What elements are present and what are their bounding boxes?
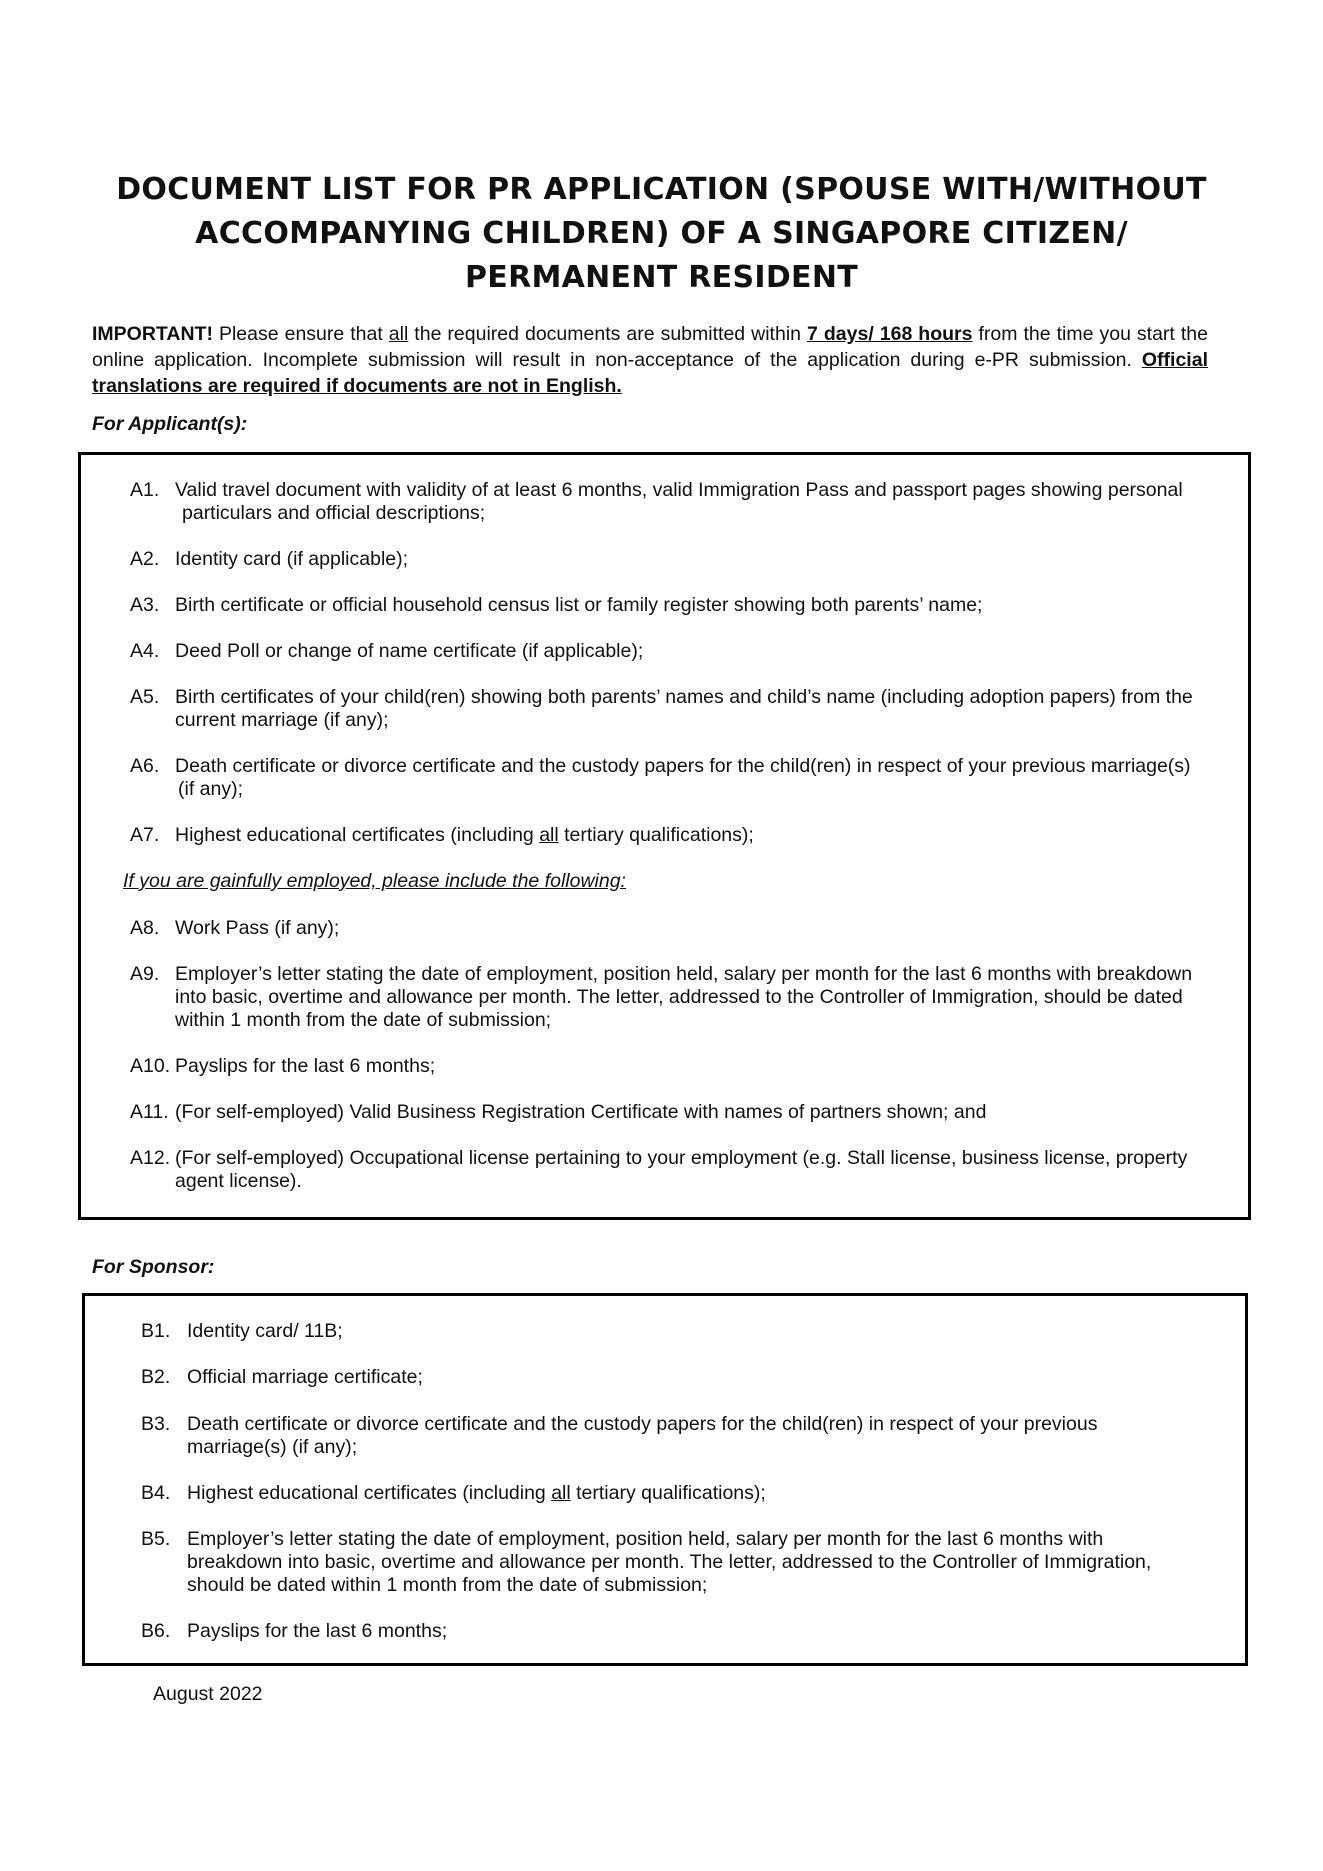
- sponsor-documents-box: [82, 1293, 1248, 1666]
- item-text: [187, 1482, 1217, 1505]
- item-text: [175, 1147, 1225, 1193]
- item-text-line-2: breakdown into basic, overtime and allowance per month. The letter, addressed to the Controller of Immigration,: [187, 1551, 1152, 1573]
- item-text: [175, 686, 1225, 732]
- item-text-post: tertiary qualifications);: [570, 1482, 766, 1504]
- item-text-line-1: Birth certificates of your child(ren) showing both parents’ names and child’s name (including adoption papers) from the: [175, 686, 1193, 708]
- title-line-2: ACCOMPANYING CHILDREN) OF A SINGAPORE CITIZEN/: [195, 216, 1128, 251]
- item-text-line-1: Death certificate or divorce certificate and the custody papers for the child(ren) in respect of your previous: [187, 1413, 1098, 1435]
- item-text: [175, 755, 1225, 801]
- item-text: Identity card/ 11B;: [187, 1320, 343, 1342]
- item-text-line-1: Employer’s letter stating the date of employment, position held, salary per month for the last 6 months with: [187, 1528, 1104, 1550]
- item-text-line-2: into basic, overtime and allowance per month. The letter, addressed to the Controller of Immigration, should be dated: [175, 986, 1183, 1008]
- item-text-pre: Highest educational certificates (including: [175, 824, 540, 846]
- item-text: [187, 1413, 1217, 1459]
- item-number: B4.: [141, 1482, 171, 1504]
- title-line-3: PERMANENT RESIDENT: [465, 260, 858, 295]
- item-text-line-2: particulars and official descriptions;: [182, 502, 486, 524]
- item-text: [175, 963, 1225, 1032]
- item-text: [187, 1528, 1217, 1597]
- item-text-line-1: Valid travel document with validity of at least 6 months, valid Immigration Pass and passport pages showing personal: [175, 479, 1183, 501]
- item-text: Payslips for the last 6 months;: [187, 1620, 448, 1642]
- item-number: A3.: [130, 594, 160, 616]
- item-text-line-1: (For self-employed) Occupational license pertaining to your employment (e.g. Stall license, business license, property: [175, 1147, 1188, 1169]
- item-number: A2.: [130, 548, 160, 570]
- revision-date: August 2022: [153, 1683, 263, 1705]
- item-text: Official marriage certificate;: [187, 1366, 423, 1388]
- item-number: A10.: [130, 1055, 171, 1077]
- employed-subheading: If you are gainfully employed, please include the following:: [123, 870, 626, 892]
- item-number: A4.: [130, 640, 160, 662]
- item-number: B1.: [141, 1320, 171, 1342]
- submission-deadline: 7 days/ 168 hours: [807, 323, 973, 345]
- item-text: Birth certificate or official household census list or family register showing both parents’ name;: [175, 594, 983, 616]
- item-text: (For self-employed) Valid Business Registration Certificate with names of partners shown; and: [175, 1101, 987, 1123]
- applicant-section-label: For Applicant(s):: [92, 413, 248, 435]
- item-text: Deed Poll or change of name certificate (if applicable);: [175, 640, 644, 662]
- item-number: A9.: [130, 963, 160, 985]
- item-number: A6.: [130, 755, 160, 777]
- important-notice: [92, 321, 1208, 399]
- item-text-pre: Highest educational certificates (including: [187, 1482, 552, 1504]
- item-text: Payslips for the last 6 months;: [175, 1055, 436, 1077]
- item-number: A8.: [130, 917, 160, 939]
- notice-text-2: the required documents are submitted within: [408, 323, 808, 345]
- item-text-line-3: should be dated within 1 month from the date of submission;: [187, 1574, 708, 1596]
- item-text-line-2: agent license).: [175, 1170, 302, 1192]
- item-text-line-2: current marriage (if any);: [175, 709, 389, 731]
- item-text: Identity card (if applicable);: [175, 548, 409, 570]
- item-number: A7.: [130, 824, 160, 846]
- item-text: [175, 479, 1225, 525]
- item-text: Work Pass (if any);: [175, 917, 340, 939]
- title-line-1: DOCUMENT LIST FOR PR APPLICATION (SPOUSE WITH/WITHOUT: [116, 172, 1207, 207]
- item-number: A12.: [130, 1147, 171, 1169]
- translation-requirement: Official translations are required if documents are not in English.: [92, 349, 1208, 397]
- notice-text-1: Please ensure that: [212, 323, 389, 345]
- item-text-emphasis: all: [539, 824, 559, 846]
- item-number: A1.: [130, 479, 160, 501]
- sponsor-section-label: For Sponsor:: [92, 1256, 215, 1278]
- item-number: B2.: [141, 1366, 171, 1388]
- item-text-line-3: within 1 month from the date of submission;: [175, 1009, 552, 1031]
- item-number: B6.: [141, 1620, 171, 1642]
- item-number: A11.: [130, 1101, 169, 1123]
- important-label: IMPORTANT!: [92, 323, 213, 345]
- document-title: [80, 168, 1243, 300]
- item-number: B5.: [141, 1528, 171, 1550]
- item-text-line-2: marriage(s) (if any);: [187, 1436, 358, 1458]
- item-text-line-1: Death certificate or divorce certificate and the custody papers for the child(ren) in respect of your previous marriage(s): [175, 755, 1191, 777]
- notice-all-emphasis: all: [388, 323, 409, 345]
- item-text: [175, 824, 1225, 847]
- item-number: A5.: [130, 686, 160, 708]
- notice-text-3: from the time you start the online application. Incomplete submission will result in non-acceptance of the application during e-PR submission.: [92, 323, 1208, 371]
- item-text-post: tertiary qualifications);: [558, 824, 754, 846]
- item-text-emphasis: all: [551, 1482, 571, 1504]
- item-number: B3.: [141, 1413, 171, 1435]
- item-text-line-1: Employer’s letter stating the date of employment, position held, salary per month for the last 6 months with breakdown: [175, 963, 1193, 985]
- item-text-line-2: (if any);: [178, 778, 244, 800]
